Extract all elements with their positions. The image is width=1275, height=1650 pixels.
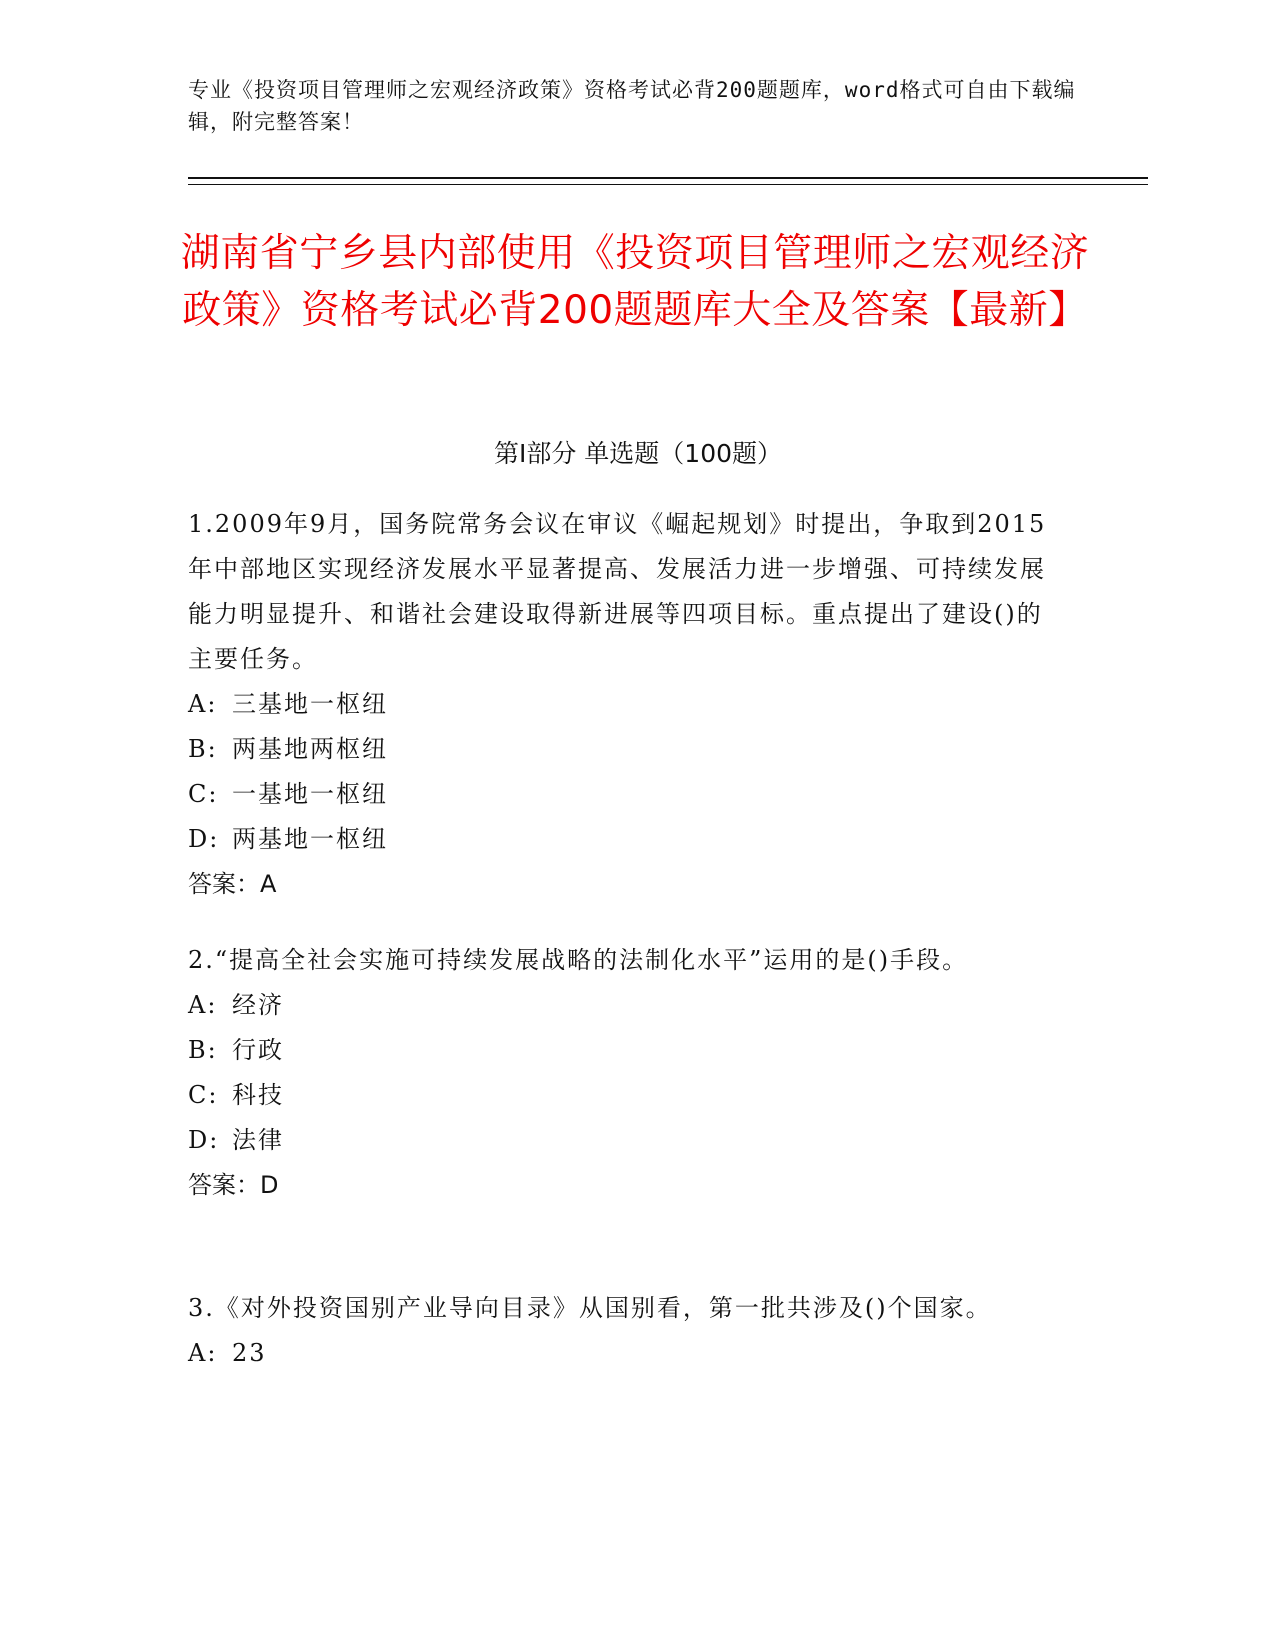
question-stem: 2.“提高全社会实施可持续发展战略的法制化水平”运用的是()手段。	[188, 946, 969, 974]
option-key: A:	[188, 690, 218, 718]
option-text: 两基地两枢纽	[232, 735, 388, 763]
option-b	[188, 1028, 1068, 1073]
question-stem: 1.2009年9月，国务院常务会议在审议《崛起规划》时提出，争取到2015年中部地区实现经济发展水平显著提高、发展活力进一步增强、可持续发展能力明显提升、和谐社会建设取得新进展等四项目标。重点提出了建设()的主要任务。	[188, 510, 1047, 673]
option-a	[188, 682, 1068, 727]
option-key: A:	[188, 1339, 218, 1367]
option-key: D:	[188, 825, 220, 853]
option-c	[188, 1073, 1068, 1118]
option-a	[188, 1331, 1068, 1376]
option-text: 法律	[232, 1126, 284, 1154]
option-key: D:	[188, 1126, 220, 1154]
answer-line: 答案：D	[188, 1171, 279, 1199]
question-1	[188, 502, 1068, 907]
option-key: A:	[188, 991, 218, 1019]
header-divider-thin	[188, 184, 1148, 185]
question-2	[188, 938, 1068, 1208]
answer-line: 答案：A	[188, 870, 277, 898]
document-title: 湖南省宁乡县内部使用《投资项目管理师之宏观经济政策》资格考试必背200题题库大全及答案【最新】	[180, 231, 1090, 333]
header-divider-thick	[188, 177, 1148, 179]
option-d	[188, 1118, 1068, 1163]
option-key: B:	[188, 735, 218, 763]
option-text: 一基地一枢纽	[232, 780, 388, 808]
option-a	[188, 983, 1068, 1028]
option-key: B:	[188, 1036, 218, 1064]
option-key: C:	[188, 1081, 219, 1109]
header-note: 专业《投资项目管理师之宏观经济政策》资格考试必背200题题库，word格式可自由下载编辑，附完整答案！	[188, 78, 1076, 134]
section-title: 第Ⅰ部分 单选题（100题）	[493, 439, 783, 468]
option-c	[188, 772, 1068, 817]
option-text: 23	[232, 1339, 267, 1367]
option-text: 三基地一枢纽	[232, 690, 388, 718]
option-d	[188, 817, 1068, 862]
option-text: 两基地一枢纽	[232, 825, 388, 853]
option-text: 科技	[232, 1081, 284, 1109]
question-stem: 3.《对外投资国别产业导向目录》从国别看，第一批共涉及()个国家。	[188, 1294, 992, 1322]
option-text: 行政	[232, 1036, 284, 1064]
option-b	[188, 727, 1068, 772]
question-3	[188, 1286, 1068, 1376]
option-key: C:	[188, 780, 219, 808]
option-text: 经济	[232, 991, 284, 1019]
